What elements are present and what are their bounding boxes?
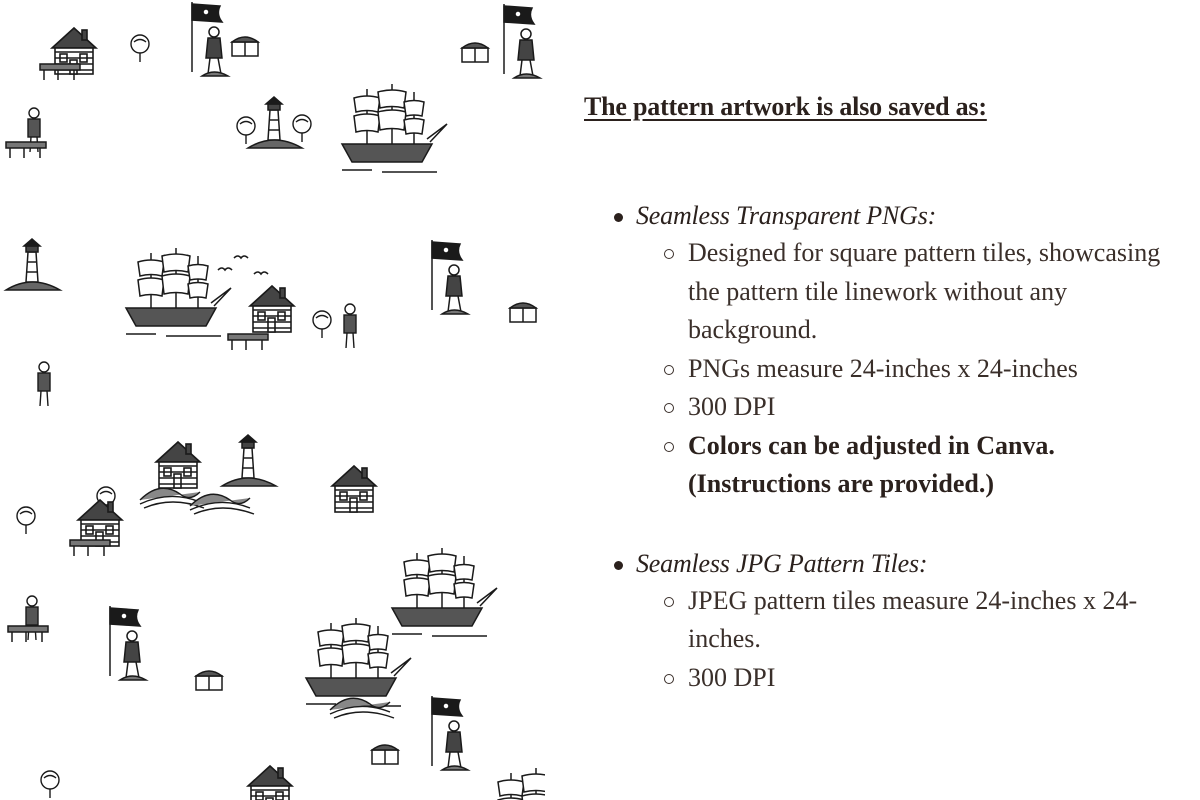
tree-icon [237,117,255,144]
pirate-flag-icon [432,696,468,770]
sailor-icon [26,596,38,640]
list-item: 300 DPI [688,659,1184,698]
tree-icon [131,35,149,62]
description-panel [584,90,1184,790]
treasure-chest-icon [462,43,488,62]
section-transparent-pngs [584,198,1184,504]
treasure-chest-icon [232,37,258,56]
pier-icon [228,334,268,350]
pirate-flag-icon [110,606,146,680]
tree-icon [41,771,59,798]
bird-icon [234,256,248,258]
tree-icon [293,115,311,142]
section-items [584,234,1184,504]
section-jpg-tiles [584,546,1184,698]
lighthouse-icon [6,239,60,290]
pier-icon [70,540,110,556]
section-title: Seamless Transparent PNGs: [584,198,1184,234]
tree-icon [17,507,35,534]
list-item: JPEG pattern tiles measure 24-inches x 24-inches. [688,582,1184,659]
ship-icon [342,84,447,172]
list-item: 300 DPI [688,388,1184,427]
sailor-icon [344,304,356,348]
tree-icon [313,311,331,338]
section-title: Seamless JPG Pattern Tiles: [584,546,1184,582]
house-icon [332,466,376,512]
wave-icon [330,698,394,718]
pirate-flag-icon [192,2,228,76]
ship-icon [486,768,545,800]
pier-icon [6,142,46,158]
house-icon [250,286,294,332]
list-item-canva-note: Colors can be adjusted in Canva. (Instructions are provided.) [688,427,1184,504]
treasure-chest-icon [372,745,398,764]
pirate-flag-icon [504,4,540,78]
section-items [584,582,1184,698]
format-list [584,198,1184,697]
house-icon [78,500,122,546]
ship-icon [392,548,497,636]
page-heading: The pattern artwork is also saved as: [584,92,987,121]
pirate-flag-icon [432,240,468,314]
house-icon [156,442,200,488]
ship-icon [126,248,231,336]
toile-pattern-illustration [0,0,545,800]
list-item: PNGs measure 24-inches x 24-inches [688,350,1184,389]
ship-icon [306,618,411,706]
wave-icon [190,494,254,514]
treasure-chest-icon [510,303,536,322]
sailor-icon [38,362,50,406]
bird-icon [254,272,268,274]
treasure-chest-icon [196,671,222,690]
bird-icon [218,268,232,270]
pattern-svg [0,0,545,800]
lighthouse-icon [222,435,276,486]
list-item: Designed for square pattern tiles, showcasing the pattern tile linework without any background. [688,234,1184,350]
house-icon [248,766,292,800]
